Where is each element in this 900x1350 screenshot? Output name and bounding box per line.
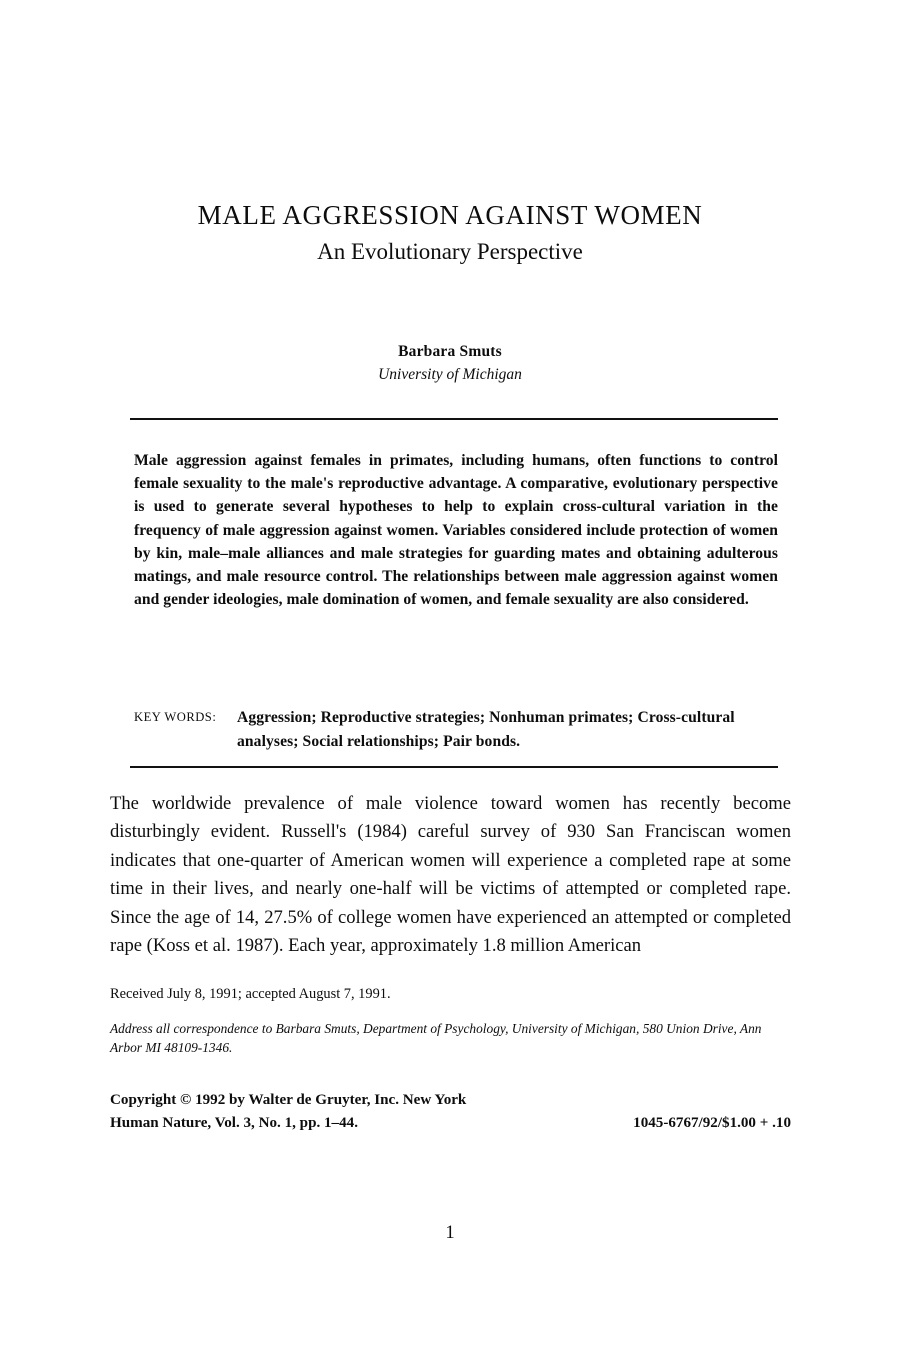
issn-code: 1045-6767/92/$1.00 + .10 (633, 1114, 791, 1131)
correspondence-address-note: Address all correspondence to Barbara Smuts, Department of Psychology, University of Michigan, 580 Union Drive, Ann Arbor MI 48109-1346. (110, 1021, 762, 1055)
page-subtitle: An Evolutionary Perspective (317, 238, 583, 264)
title-block (0, 200, 900, 267)
keywords-label: KEY WORDS: (134, 710, 217, 724)
page-title: MALE AGGRESSION AGAINST WOMEN (197, 200, 703, 230)
abstract-top-rule (130, 418, 778, 420)
author-affiliation: University of Michigan (378, 365, 522, 383)
publication-info-block (110, 1089, 791, 1134)
author-block (0, 342, 900, 386)
journal-row (110, 1112, 791, 1135)
copyright-row (110, 1089, 791, 1112)
keywords-list: Aggression; Reproductive strategies; Nonhuman primates; Cross-cultural analyses; Social relationships; Pair bonds. (237, 709, 735, 750)
keywords-block (134, 705, 778, 753)
abstract-bottom-rule (130, 766, 778, 768)
copyright-notice: Copyright © 1992 by Walter de Gruyter, Inc. New York (110, 1092, 467, 1108)
journal-citation: Human Nature, Vol. 3, No. 1, pp. 1–44. (110, 1114, 358, 1131)
received-date-note: Received July 8, 1991; accepted August 7, 1991. (110, 986, 391, 1002)
abstract-text: Male aggression against females in primates, including humans, often functions to control female sexuality to the male's reproductive advantage. A comparative, evolutionary perspective is used to generate several hypotheses to help to explain cross-cultural variation in the frequency of male aggression against women. Variables considered include protection of women by kin, male–male alliances and male strategies for guarding mates and obtaining adulterous matings, and male resource control. The relationships between male aggression against women and gender ideologies, male domination of women, and female sexuality are also considered. (134, 452, 778, 609)
footnotes-block (110, 984, 791, 1057)
author-name: Barbara Smuts (398, 343, 502, 360)
body-paragraph: The worldwide prevalence of male violence toward women has recently become disturbingly evident. Russell's (1984) careful survey of 930 San Franciscan women indicates that one-quarter of American women will experience a completed rape at some time in their lives, and nearly one-half will be victims of attempted or completed rape. Since the age of 14, 27.5% of college women have experienced an attempted or completed rape (Koss et al. 1987). Each year, approximately 1.8 million American (110, 793, 791, 957)
page-number: 1 (445, 1222, 455, 1243)
